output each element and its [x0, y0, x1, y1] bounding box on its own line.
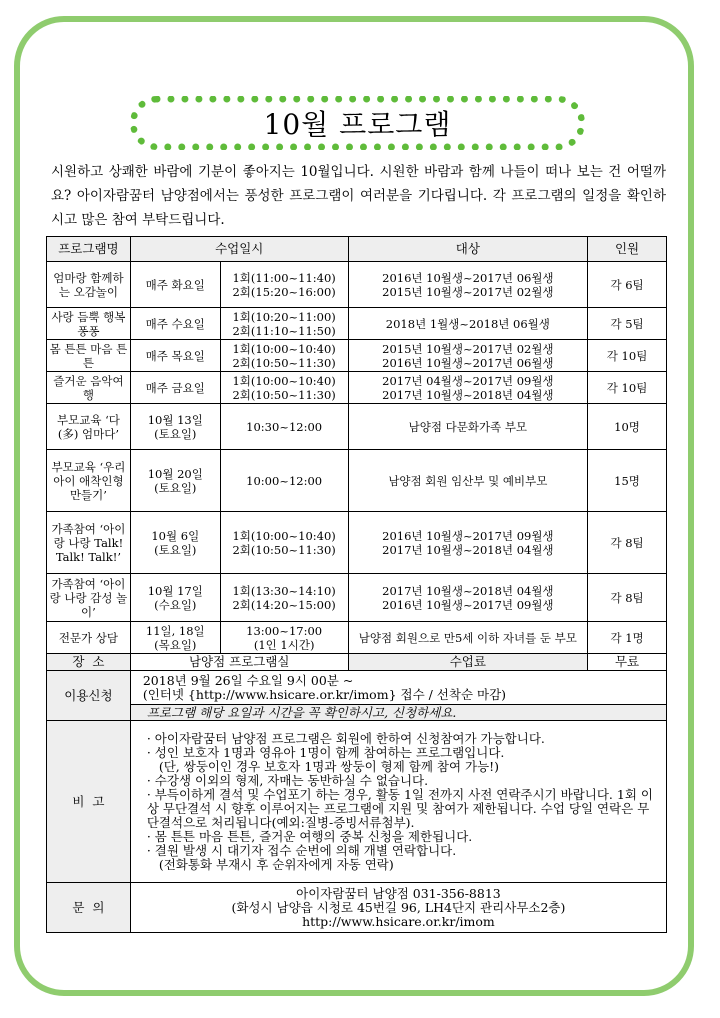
table-row [47, 574, 667, 622]
session-2: 2회(10:50~11:30) [232, 387, 336, 402]
remark-item: · 수강생 이외의 형제, 자매는 동반하실 수 없습니다. [146, 772, 429, 788]
people-count: 각 8팀 [588, 574, 667, 622]
program-name: 즐거운 음악여행 [47, 372, 131, 404]
title-box [130, 96, 585, 150]
contact-url[interactable]: http://www.hsicare.or.kr/imom [302, 913, 495, 929]
session-1: 1회(10:00~10:40) [232, 341, 336, 356]
remark-item: · 성인 보호자 1명과 영유아 1명이 함께 참여하는 프로그램입니다. [146, 744, 505, 760]
session-1: 1회(11:00~11:40) [232, 270, 336, 285]
people-count: 각 1명 [588, 622, 667, 654]
target-1: 2018년 1월생~2018년 06월생 [348, 308, 588, 340]
session-2: 2회(11:10~11:50) [232, 323, 336, 338]
session-2: 2회(10:50~11:30) [232, 542, 336, 557]
session-time: 10:00~12:00 [220, 450, 348, 512]
table-row [47, 512, 667, 574]
program-name: 엄마랑 함께하는 오감놀이 [47, 262, 131, 308]
program-day: 매주 목요일 [130, 340, 220, 372]
people-count: 각 10팀 [588, 372, 667, 404]
header-people: 인원 [588, 237, 667, 262]
apply-method: (인터넷 {http://www.hsicare.or.kr/imom} 접수 / 선착순 마감) [142, 686, 507, 702]
remark-item: (단, 쌍둥이인 경우 보호자 1명과 쌍둥이 형제 함께 참여 가능!) [158, 758, 500, 774]
target-2: 2015년 10월생~2017년 02월생 [382, 284, 554, 299]
target-2: 2017년 10월생~2018년 04월생 [382, 387, 554, 402]
program-name: 사랑 듬뿍 행복 퐁퐁 [47, 308, 131, 340]
session-time: 10:30~12:00 [220, 404, 348, 450]
program-name: 몸 튼튼 마음 튼튼 [47, 340, 131, 372]
target-1: 남양점 다문화가족 부모 [348, 404, 588, 450]
program-name: 가족참여 ‘아이랑 나랑 감성 놀이’ [47, 574, 131, 622]
place-label: 장 소 [47, 654, 131, 671]
session-1: 1회(13:30~14:10) [232, 583, 336, 598]
apply-row [47, 671, 667, 705]
fee-label: 수업료 [348, 654, 588, 671]
target-1: 2015년 10월생~2017년 02월생 [382, 341, 554, 356]
header-target: 대상 [348, 237, 588, 262]
program-day: 10월 20일 [147, 466, 203, 481]
table-header-row [47, 237, 667, 262]
table-row [47, 404, 667, 450]
program-weekday: (목요일) [154, 637, 197, 652]
target-1: 2016년 10월생~2017년 09월생 [382, 528, 554, 543]
table-row [47, 372, 667, 404]
contact-label: 문 의 [47, 883, 131, 933]
apply-note: 프로그램 해당 요일과 시간을 꼭 확인하시고, 신청하세요. [130, 705, 666, 721]
apply-label: 이용신청 [47, 671, 131, 721]
people-count: 15명 [588, 450, 667, 512]
session-2: (1인 1시간) [253, 637, 315, 652]
remark-item: (전화통화 부재시 후 순위자에게 자동 연락) [158, 856, 394, 872]
program-day: 10월 13일 [147, 412, 203, 427]
program-name: 가족참여 ‘아이랑 나랑 Talk! Talk! Talk!’ [47, 512, 131, 574]
remark-item: · 부득이하게 결석 및 수업포기 하는 경우, 활동 1일 전까지 사전 연락주시기 바랍니다. 1회 이상 무단결석 시 향후 이루어지는 프로그램에 지원 및 참여가 제한됩니다. 수업 당일 연락은 무단결석으로 처리됩니다(예외:질병-증빙서류첨부). [146, 786, 653, 830]
target-1: 2017년 10월생~2018년 04월생 [382, 583, 554, 598]
table-row [47, 450, 667, 512]
contact-row [47, 883, 667, 933]
target-1: 2017년 04월생~2017년 09월생 [382, 373, 554, 388]
program-name: 전문가 상담 [47, 622, 131, 654]
program-weekday: (토요일) [154, 426, 197, 441]
table-row [47, 340, 667, 372]
target-2: 2016년 10월생~2017년 06월생 [382, 355, 554, 370]
program-day: 매주 수요일 [130, 308, 220, 340]
program-day: 10월 6일 [151, 528, 200, 543]
target-2: 2016년 10월생~2017년 09월생 [382, 597, 554, 612]
table-row [47, 262, 667, 308]
people-count: 10명 [588, 404, 667, 450]
program-weekday: (토요일) [154, 542, 197, 557]
intro-text: 시원하고 상쾌한 바람에 기분이 좋아지는 10월입니다. 시원한 바람과 함께 나들이 떠나 보는 건 어떨까요? 아이자람꿈터 남양점에서는 풍성한 프로그램이 여러분을 기다립니다. 각 프로그램의 일정을 확인하시고 많은 참여 부탁드립니다. [51, 164, 666, 228]
remark-item: · 아이자람꿈터 남양점 프로그램은 회원에 한하여 신청참여가 가능합니다. [146, 730, 545, 746]
program-weekday: (수요일) [154, 597, 197, 612]
contact-phone: 아이자람꿈터 남양점 031-356-8813 [296, 885, 501, 901]
target-2: 2017년 10월생~2018년 04월생 [382, 542, 554, 557]
people-count: 각 10팀 [588, 340, 667, 372]
target-1: 남양점 회원 임산부 및 예비부모 [348, 450, 588, 512]
header-schedule: 수업일시 [130, 237, 348, 262]
remarks-row [47, 721, 667, 883]
people-count: 각 8팀 [588, 512, 667, 574]
contact-address: (화성시 남양읍 시청로 45번길 96, LH4단지 관리사무소2층) [231, 899, 566, 915]
session-1: 1회(10:00~10:40) [232, 373, 336, 388]
remark-item: · 결원 발생 시 대기자 접수 순번에 의해 개별 연락합니다. [146, 842, 457, 858]
session-2: 2회(14:20~15:00) [232, 597, 336, 612]
target-1: 2016년 10월생~2017년 06월생 [382, 270, 554, 285]
program-weekday: (토요일) [154, 480, 197, 495]
program-name: 부모교육 ‘다(多) 엄마다’ [47, 404, 131, 450]
apply-date: 2018년 9월 26일 수요일 9시 00분 ~ [142, 672, 354, 688]
people-count: 각 6팀 [588, 262, 667, 308]
program-table [46, 236, 667, 933]
place-value: 남양점 프로그램실 [130, 654, 348, 671]
program-name: 부모교육 ‘우리 아이 애착인형 만들기’ [47, 450, 131, 512]
page-title: 10월 프로그램 [263, 108, 452, 141]
program-day: 10월 17일 [147, 583, 203, 598]
table-row [47, 308, 667, 340]
place-row [47, 654, 667, 671]
apply-note-row [47, 705, 667, 721]
table-row [47, 622, 667, 654]
people-count: 각 5팀 [588, 308, 667, 340]
session-2: 2회(10:50~11:30) [232, 355, 336, 370]
program-day: 11일, 18일 [145, 623, 205, 638]
session-2: 2회(15:20~16:00) [232, 284, 336, 299]
fee-value: 무료 [588, 654, 667, 671]
session-1: 13:00~17:00 [246, 623, 323, 638]
session-1: 1회(10:00~10:40) [232, 528, 336, 543]
remarks-label: 비 고 [47, 721, 131, 883]
program-day: 매주 화요일 [130, 262, 220, 308]
header-program: 프로그램명 [47, 237, 131, 262]
remark-item: · 몸 튼튼 마음 튼튼, 즐거운 여행의 중복 신청을 제한됩니다. [146, 828, 473, 844]
target-1: 남양점 회원으로 만5세 이하 자녀를 둔 부모 [348, 622, 588, 654]
session-1: 1회(10:20~11:00) [232, 309, 336, 324]
program-day: 매주 금요일 [130, 372, 220, 404]
